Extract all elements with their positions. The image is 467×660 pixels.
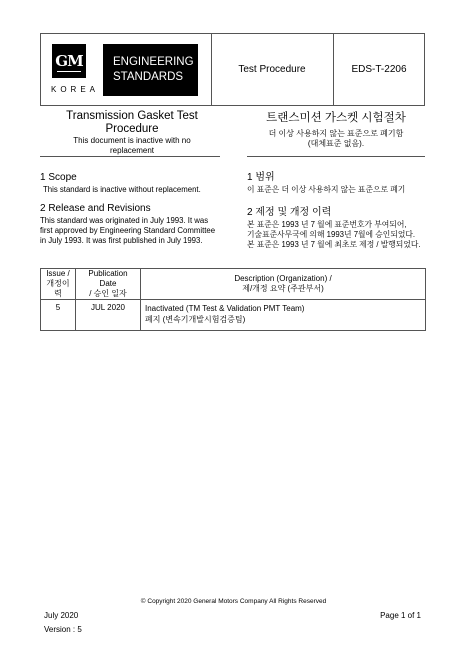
description-cell: Inactivated (TM Test & Validation PMT Team) 폐지 (변속기개발시험검증팀) bbox=[141, 300, 426, 331]
inactive-note-en bbox=[44, 136, 220, 156]
gm-logo-mark: GM bbox=[52, 44, 86, 78]
logo-korea-text: KOREA bbox=[51, 85, 100, 94]
revisions-heading-en: 2 Release and Revisions bbox=[40, 203, 151, 214]
issue-header: Issue / 개정이력 bbox=[41, 269, 76, 300]
page-number: Page 1 of 1 bbox=[380, 611, 421, 620]
copyright-notice: © Copyright 2020 General Motors Company All Rights Reserved bbox=[140, 598, 327, 605]
document-header bbox=[40, 33, 425, 106]
note-en-line-1: This document is inactive with no bbox=[73, 136, 191, 145]
doc-type: Test Procedure bbox=[238, 64, 306, 75]
date-cell: JUL 2020 bbox=[76, 300, 141, 331]
title-rule-en bbox=[40, 156, 220, 157]
date-header: Publication Date / 승인 일자 bbox=[76, 269, 141, 300]
note-ko-line-1: 더 이상 사용하지 않는 표준으로 폐기함 bbox=[268, 129, 404, 138]
standards-line-1: ENGINEERING bbox=[113, 56, 194, 68]
title-rule-ko bbox=[247, 156, 425, 157]
table-header-row bbox=[41, 269, 426, 300]
revisions-body-ko: 본 표준은 1993 년 7 월에 표준번호가 부여되어, 기술표준사무국에 의해 1993년 7월에 승인되었다. 본 표준은 1993 년 7 월에 최초로 제정 / 발행되었다. bbox=[247, 220, 421, 249]
table-row bbox=[41, 300, 426, 331]
scope-heading-ko: 1 범위 bbox=[247, 172, 275, 183]
revisions-heading-ko: 2 제정 및 개정 이력 bbox=[247, 207, 332, 218]
scope-body-en: This standard is inactive without replacement. bbox=[43, 185, 201, 194]
title-en bbox=[44, 110, 220, 136]
title-ko: 트랜스미션 가스켓 시험절차 bbox=[266, 112, 406, 124]
standards-line-2: STANDARDS bbox=[113, 71, 184, 83]
note-en-line-2: replacement bbox=[109, 146, 155, 155]
inactive-note-ko bbox=[247, 129, 425, 149]
doc-id: EDS-T-2206 bbox=[351, 64, 407, 75]
footer-date: July 2020 bbox=[44, 611, 79, 620]
title-en-line-2: Procedure bbox=[105, 123, 159, 135]
engineering-standards-badge bbox=[103, 44, 198, 96]
note-ko-line-2: (대체표준 없음). bbox=[307, 139, 365, 148]
description-header: Description (Organization) / 제/개정 요약 (주관부서) bbox=[141, 269, 426, 300]
scope-body-ko: 이 표준은 더 이상 사용하지 않는 표준으로 폐기 bbox=[247, 185, 406, 194]
revision-table bbox=[40, 268, 426, 331]
footer-version: Version : 5 bbox=[44, 625, 82, 634]
scope-heading-en: 1 Scope bbox=[40, 172, 77, 183]
title-en-line-1: Transmission Gasket Test bbox=[66, 110, 198, 122]
gm-korea-logo bbox=[51, 44, 100, 96]
revisions-body-en: This standard was originated in July 1993. It was first approved by Engineering Standard Committee in July 1993. It was first published in July 1993. bbox=[40, 216, 216, 245]
issue-cell: 5 bbox=[41, 300, 76, 331]
